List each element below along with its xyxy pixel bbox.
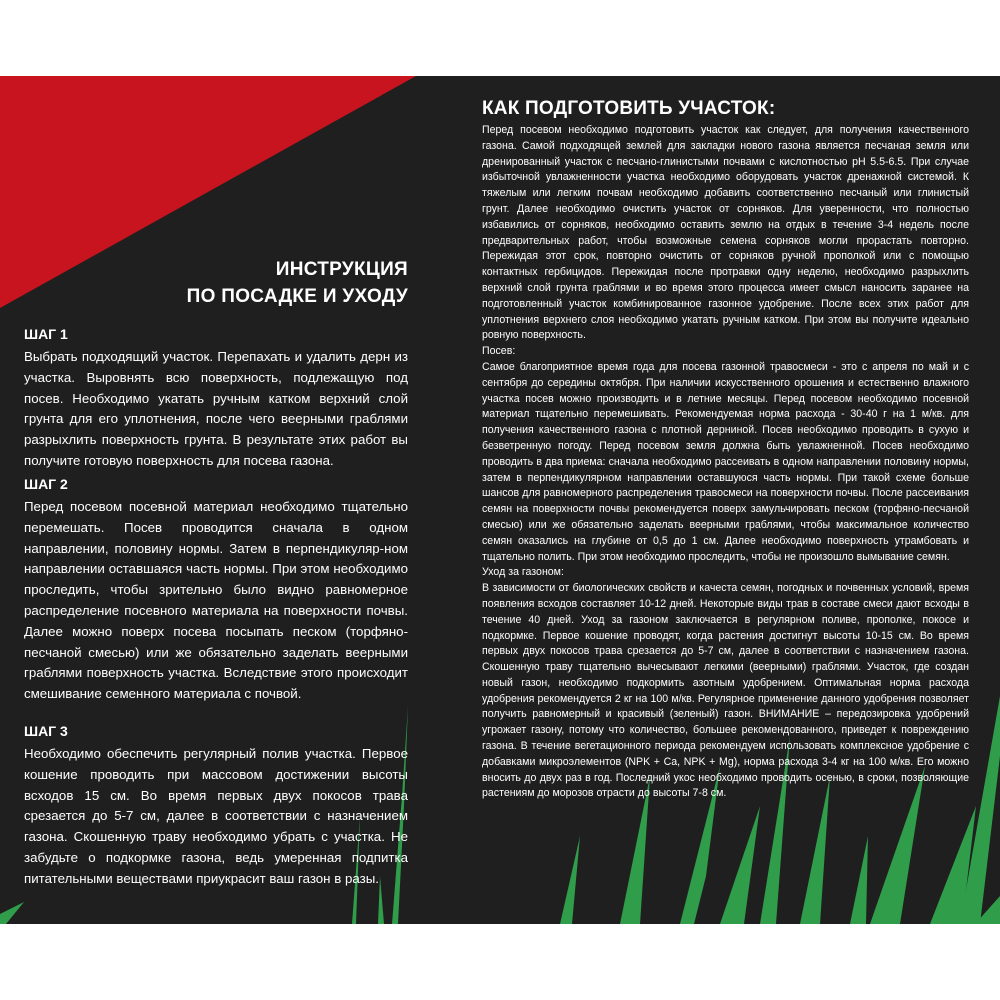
step-2-text: Перед посевом посевной материал необходимо тщательно перемешать. Посев проводится сначала в одном направлении, половину нормы. Затем в перпендикуляр-ном направлении оставшаяся часть нормы. При этом необходимо проследить, чтобы зрительно было видно равномерное распределение посевного материала на поверхности почвы. Далее можно поверх посева посыпать песком (торфяно-песчаной смесью) или же обязательно заделать веерными граблями поверхность участка. Вследствие этого происходит смешивание семенного материала с почвой.: [24, 499, 408, 702]
step-2-title: ШАГ 2: [24, 476, 68, 492]
title-line-1: ИНСТРУКЦИЯ: [275, 259, 408, 280]
step-1-text: Выбрать подходящий участок. Перепахать и удалить дерн из участка. Выровнять всю поверхность, подлежащую под посев. Необходимо укатать ручным катком верхний слой грунта для его уплотнения, после чего веерными граблями разрыхлить поверхность грунта. В результате этих работ вы получите готовую поверхность для посева газона.: [24, 349, 408, 468]
instruction-title: [187, 256, 408, 310]
sowing-text: Самое благоприятное время года для посева газонной травосмеси - это с апреля по май и с сентября до середины октября. При наличии искусственного орошения и естественно влажного участка посев можно производить и в летние месяцы. Перед посевом необходимо посевной материал тщательно перемешивать. Рекомендуемая норма расхода - 30-40 г на 1 м/кв. для получения качественного газона с плотной дерниной. Посев необходимо проводить в сухую и безветренную погоду. Перед посевом земля должна быть увлажненной. Посев необходимо проводить в два приема: сначала необходимо рассеивать в одном направлении половину нормы, затем в перпендикулярном направлении оставшуюся часть нормы. При такой схеме больше шансов для равномерного распределения травосмеси на поверхности почвы. После рассеивания семян на поверхности почвы рекомендуется поверх замульчировать песком (торфяно-песчаной смесью) или же обязательно заделать веерными граблями, чтобы максимальное количество семян оказались на глубине от 0,5 до 1 см. Далее необходимо поверхность утрамбовать и тщательно полить. При этом необходимо проследить, чтобы не произошло вымывание семян.: [482, 360, 969, 563]
care-heading: Уход за газоном:: [482, 566, 564, 579]
step-2: [24, 474, 408, 705]
step-1: [24, 324, 408, 472]
step-3-text: Необходимо обеспечить регулярный полив участка. Первое кошение проводить при массовом достижении высоты всходов 15 см. Во время первых двух покосов трава срезается до 5-7 см, далее в соответствии с назначением газона. Скошенную траву необходимо убрать с участка. Не забудьте о подкормке газона, ведь умеренная подпитка питательными веществами приукрасит ваш газон в разы.: [24, 746, 408, 886]
sowing-heading: Посев:: [482, 345, 516, 358]
step-1-title: ШАГ 1: [24, 326, 68, 342]
right-column: [482, 96, 969, 802]
step-3-title: ШАГ 3: [24, 723, 68, 739]
instruction-panel: [0, 76, 1000, 924]
prepare-site-title: КАК ПОДГОТОВИТЬ УЧАСТОК:: [482, 98, 776, 119]
care-text: В зависимости от биологических свойств и качеста семян, погодных и почвенных условий, время появления всходов составляет 10-12 дней. Некоторые виды трав в составе смеси дают всходы в течение 40 дней. Уход за газоном заключается в регулярном поливе, прополке, покосе и подкормке. Первое кошение проводят, когда растения достигнут высоты 10-15 см. Во время первых двух покосов трава срезается до 5-7 см, далее в соответствии с назначением газона. Скошенную траву тщательно вычесывают легкими (веерными) граблями. Участок, где создан новый газон, необходимо подкормить азотным удобрением. Оптимальная норма расхода удобрения рекомендуется 2 кг на 100 м/кв. Регулярное применение данного удобрения позволяет получить равномерный и красивый (зеленый) газон. ВНИМАНИЕ – передозировка удобрений угрожает газону, потому что количество, большее рекомендованного, приведет к повреждению газона. В течение вегетационного периода рекомендуем использовать комплексное удобрение с добавками микроэлементов (NPK + Ca, NPK + Mg), норма расхода 3-4 кг на 100 м/кв. Его можно вносить до двух раз в год. Последний укос необходимо проводить осенью, в сроки, позволяющие растениям до морозов отрасти до высоты 7-8 см.: [482, 582, 969, 800]
title-line-2: ПО ПОСАДКЕ И УХОДУ: [186, 286, 408, 307]
prepare-site-text: Перед посевом необходимо подготовить участок как следует, для получения качественного газона. Самой подходящей землей для закладки нового газона является песчаная земля или дренированный участок с песчано-глинистыми почвами с кислотностью pH 5.5-6.5. При случае избыточной увлажненности участка необходимо оборудовать участок дренажной системой. К тяжелым или легким почвам необходимо добавить соответственно песчаный или глинистый грунт. Далее необходимо очистить участок от сорняков. Для уверенности, что полностью избавились от сорняков, необходимо оставить землю на отдых в течение 3-4 недель после предварительных работ, чтобы возможные семена сорняков могли прорастать повторно. Пережидая этот срок, повторно очистить от сорняков ручной прополкой или с помощью контактных гербицидов. Пережидая после протравки одну неделю, необходимо разрыхлить верхний слой грунта граблями и во время этого процесса имеет смысл наносить заранее на подготовленный участок комбинированное газонное удобрение. После всех этих работ для уплотнения верхнего слоя необходимо укатать ручным катком. При этом вы получите идеально ровную поверхность.: [482, 124, 969, 342]
step-3: [24, 721, 408, 890]
